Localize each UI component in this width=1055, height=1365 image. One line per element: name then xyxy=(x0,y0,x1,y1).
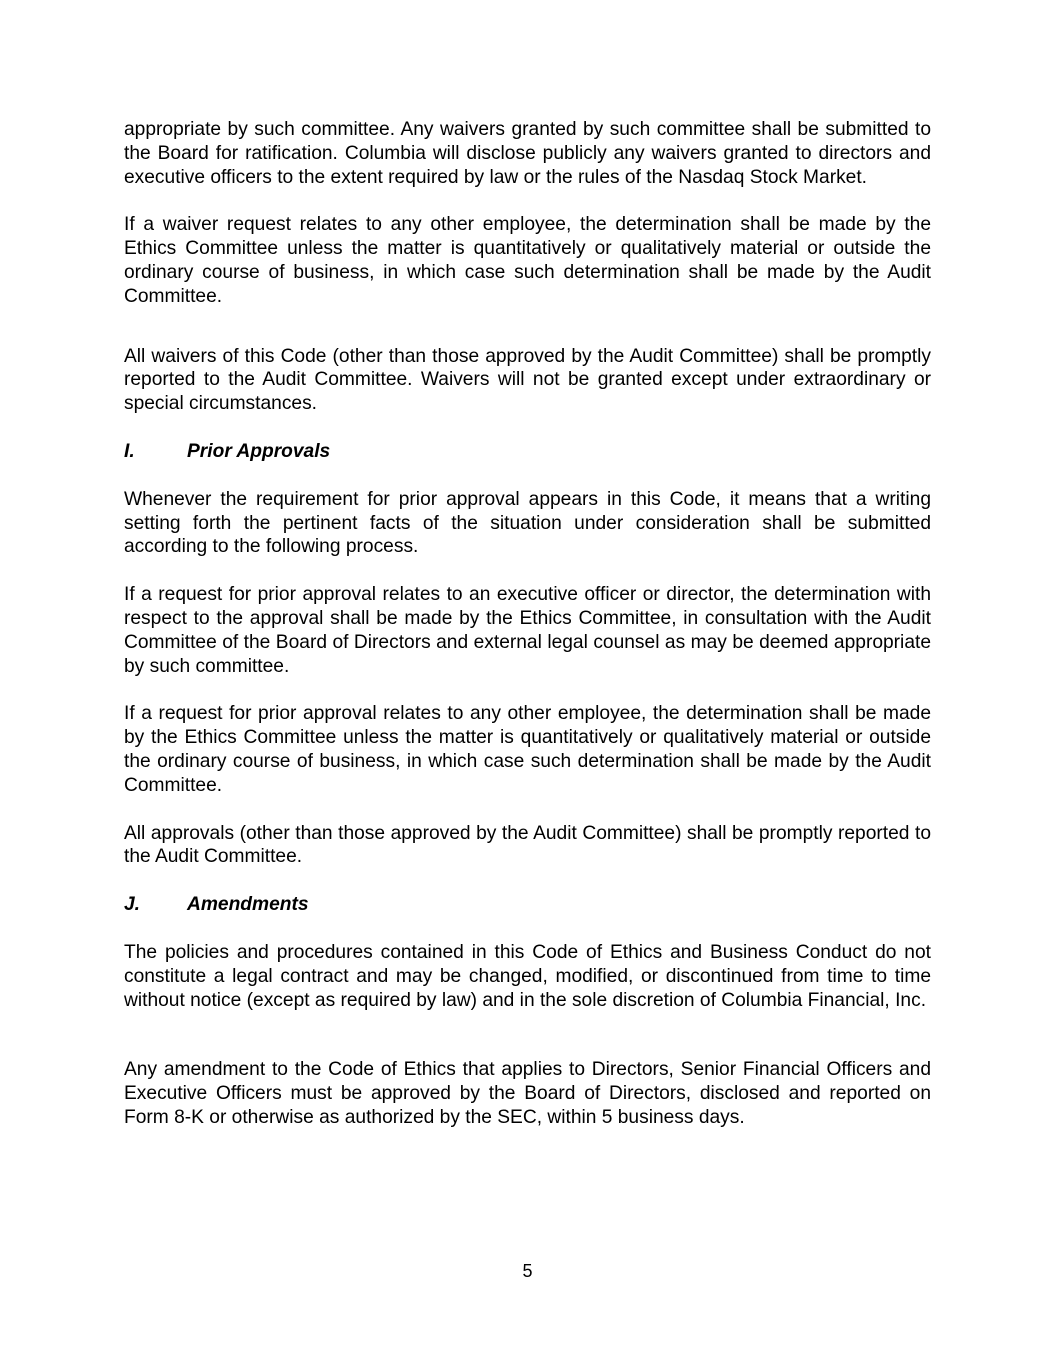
spacer xyxy=(124,309,931,345)
spacer xyxy=(124,917,931,941)
paragraph-prior-approval-executive: If a request for prior approval relates to an executive officer or director, the determination with respect to the approval shall be made by the Ethics Committee, in consultation with the Audit Committee of the Board of Directors and external legal counsel as may be deemed appropriate by such committee. xyxy=(124,584,931,677)
paragraph-waiver-other-employee: If a waiver request relates to any other employee, the determination shall be made by the Ethics Committee unless the matter is quantitatively or qualitatively material or outside the ordinary course of business, in which case such determination shall be made by the Audit Committee. xyxy=(124,214,931,307)
spacer xyxy=(124,416,931,440)
spacer xyxy=(124,464,931,488)
section-heading-prior-approvals xyxy=(124,440,931,464)
paragraph-amendment-approval: Any amendment to the Code of Ethics that applies to Directors, Senior Financial Officers and Executive Officers must be approved by the Board of Directors, disclosed and reported on Form 8-K or otherwise as authorized by the SEC, within 5 business days. xyxy=(124,1059,931,1128)
page-number: 5 xyxy=(522,1261,533,1281)
spacer xyxy=(124,798,931,822)
section-number: J. xyxy=(124,894,141,916)
section-title: Prior Approvals xyxy=(187,440,331,462)
section-title: Amendments xyxy=(187,894,309,916)
paragraph-approvals-reporting: All approvals (other than those approved by the Audit Committee) shall be promptly reported to the Audit Committee. xyxy=(124,822,931,868)
paragraph-waivers-reporting: All waivers of this Code (other than those approved by the Audit Committee) shall be promptly reported to the Audit Committee. Waivers will not be granted except under extraordinary or special circumstances. xyxy=(124,345,931,415)
spacer xyxy=(124,869,931,893)
spacer xyxy=(124,1012,931,1058)
spacer xyxy=(124,559,931,583)
section-number: I. xyxy=(124,440,135,462)
section-heading-amendments xyxy=(124,893,931,917)
paragraph-policies-not-contract: The policies and procedures contained in this Code of Ethics and Business Conduct do not constitute a legal contract and may be changed, modified, or discontinued from time to time without notice (except as required by law) and in the sole discretion of Columbia Financial, Inc. xyxy=(124,941,931,1011)
paragraph-prior-approval-requirement: Whenever the requirement for prior approval appears in this Code, it means that a writing setting forth the pertinent facts of the situation under consideration shall be submitted according to the following process. xyxy=(124,488,931,558)
paragraph-prior-approval-other-employee: If a request for prior approval relates to any other employee, the determination shall be made by the Ethics Committee unless the matter is quantitatively or qualitatively material or outside the ordinary course of business, in which case such determination shall be made by the Audit Committee. xyxy=(124,703,931,796)
paragraph-waiver-committee-ratification: appropriate by such committee. Any waivers granted by such committee shall be submitted to the Board for ratification. Columbia will disclose publicly any waivers granted to directors and executive officers to the extent required by law or the rules of the Nasdaq Stock Market. xyxy=(124,119,931,188)
spacer xyxy=(124,189,931,213)
document-page xyxy=(124,118,931,1130)
spacer xyxy=(124,678,931,702)
